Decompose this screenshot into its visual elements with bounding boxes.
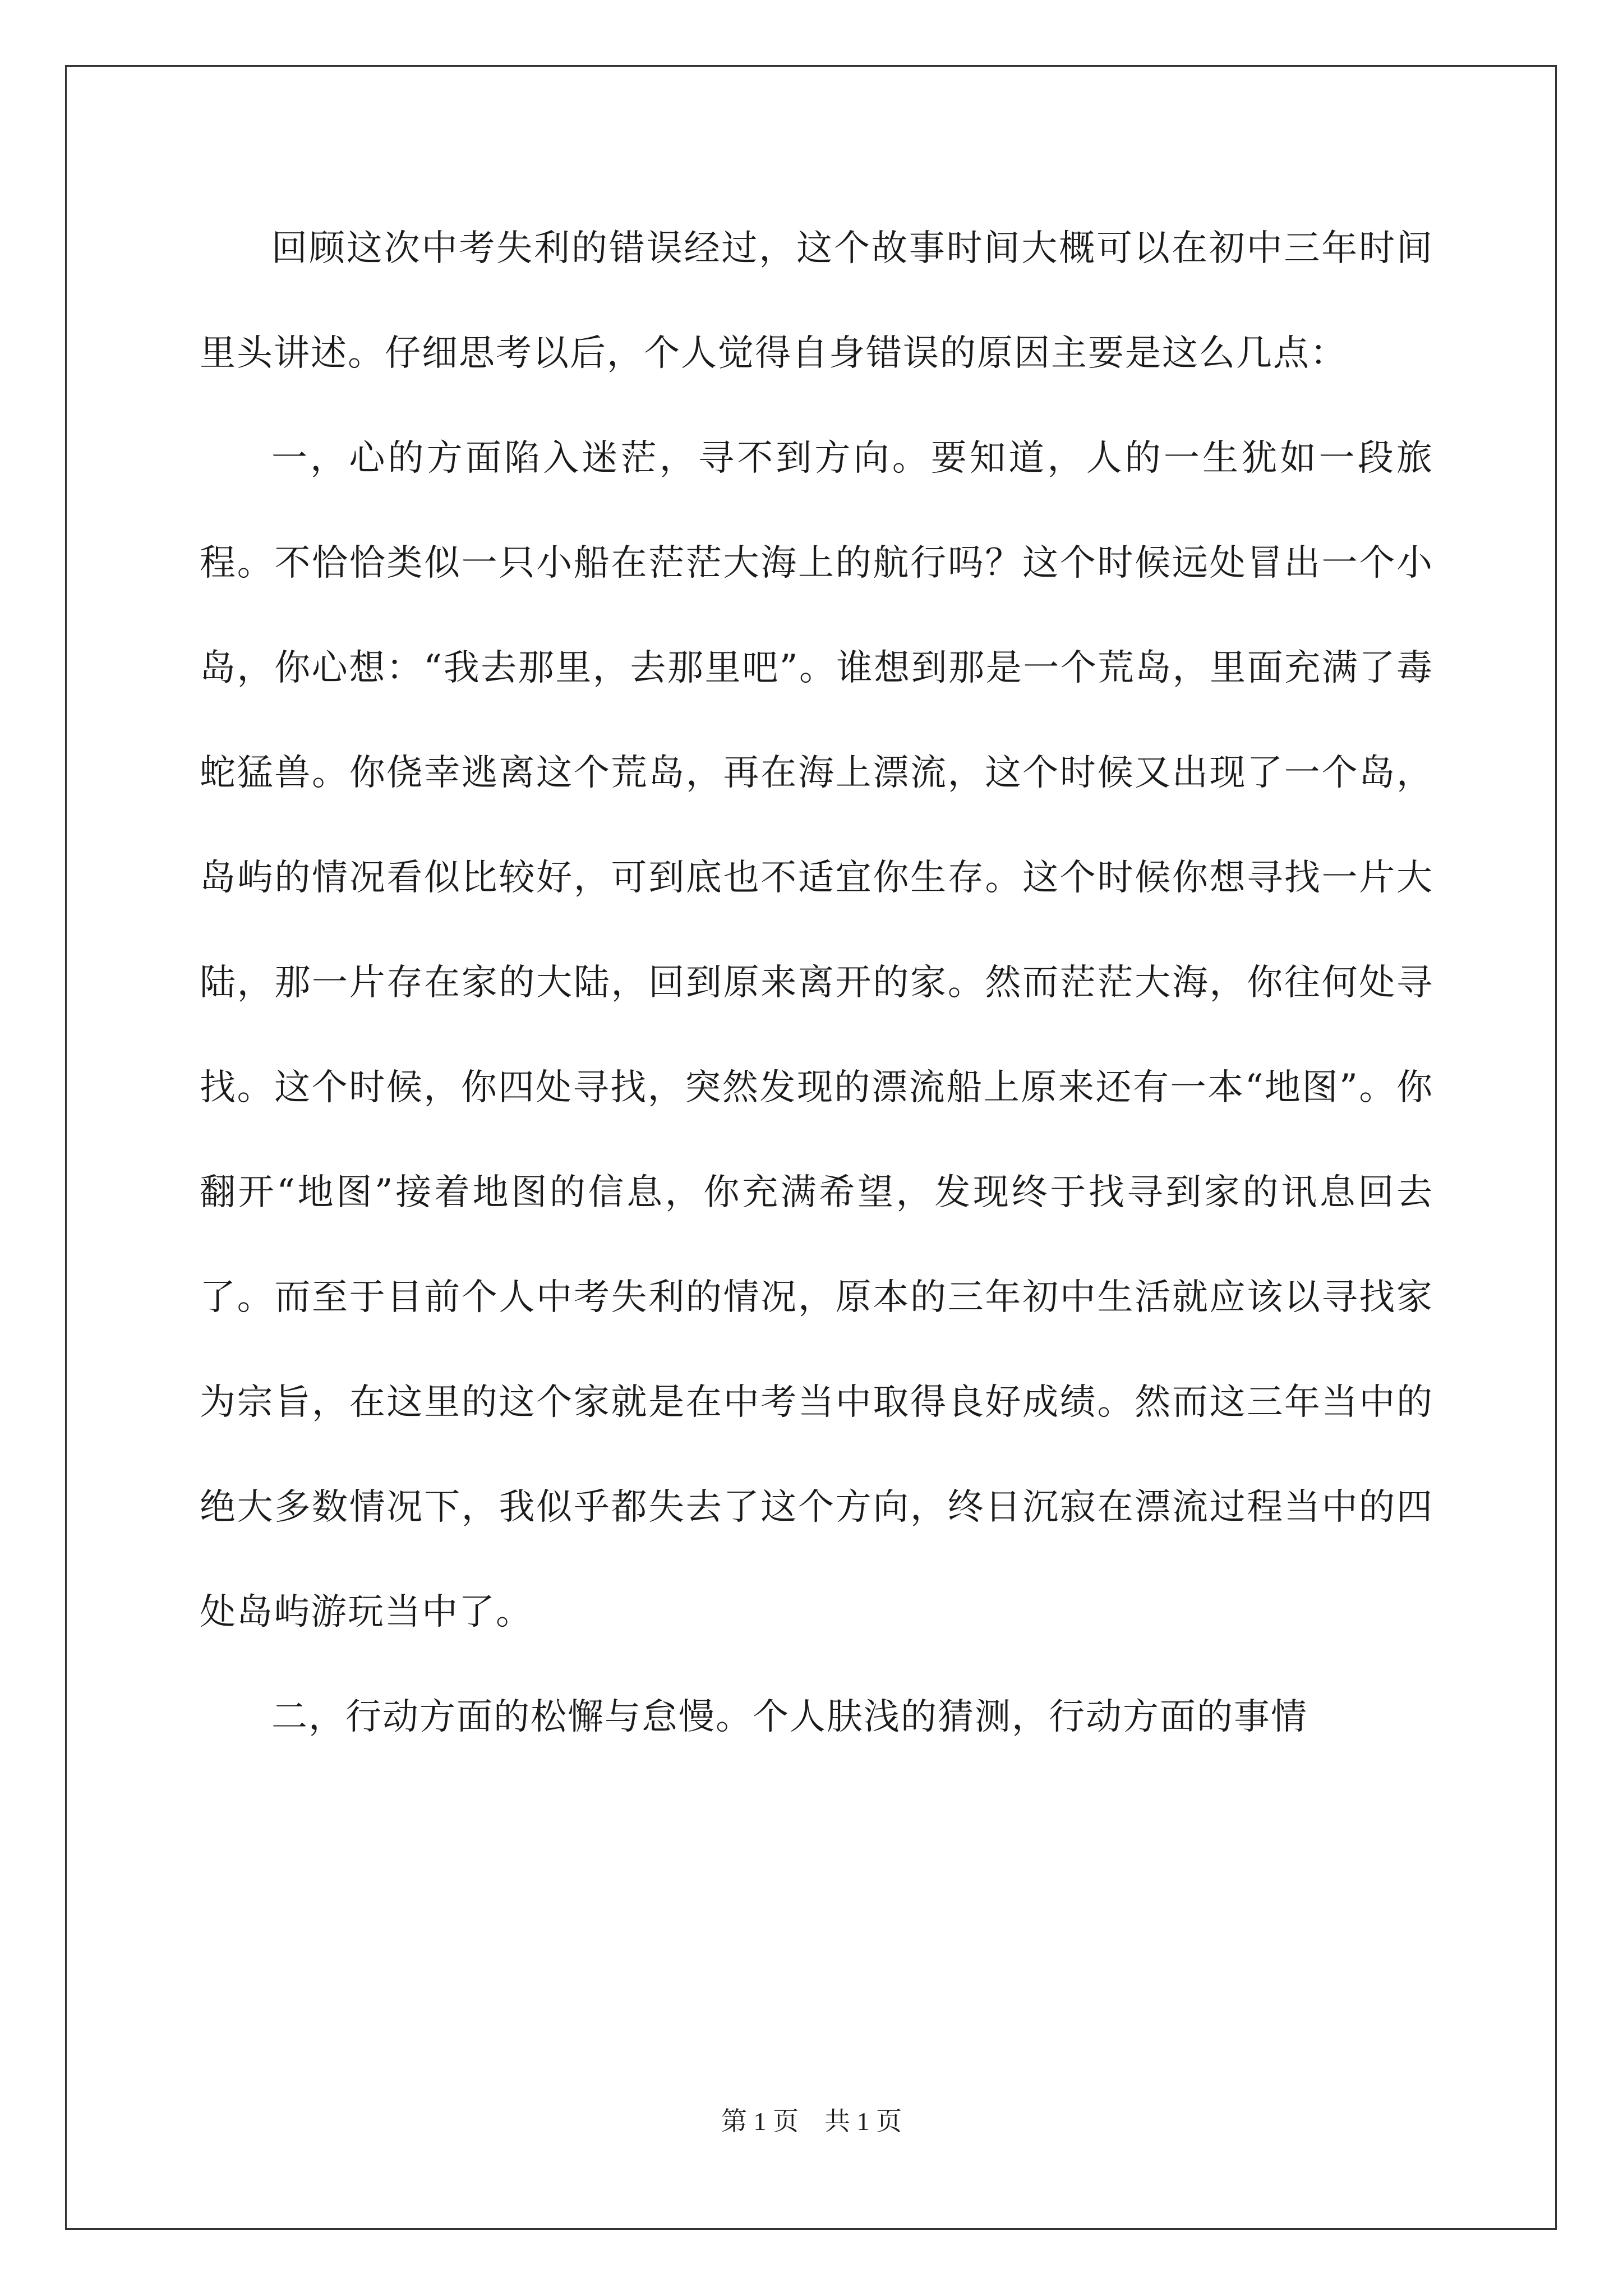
paragraph-point-one: 一，心的方面陷入迷茫，寻不到方向。要知道，人的一生犹如一段旅程。不恰恰类似一只小船在茫茫大海上的航行吗？这个时候远处冒出一个小岛，你心想：“我去那里，去那里吧”。谁想到那是一个荒岛，里面充满了毒蛇猛兽。你侥幸逃离这个荒岛，再在海上漂流，这个时候又出现了一个岛，岛屿的情况看似比较好，可到底也不适宜你生存。这个时候你想寻找一片大陆，那一片存在家的大陆，回到原来离开的家。然而茫茫大海，你往何处寻找。这个时候，你四处寻找，突然发现的漂流船上原来还有一本“地图”。你翻开“地图”接着地图的信息，你充满希望，发现终于找寻到家的讯息回去了。而至于目前个人中考失利的情况，原本的三年初中生活就应该以寻找家为宗旨，在这里的这个家就是在中考当中取得良好成绩。然而这三年当中的绝大多数情况下，我似乎都失去了这个方向，终日沉寂在漂流过程当中的四处岛屿游玩当中了。 xyxy=(200,438,1433,1633)
paragraph-intro: 回顾这次中考失利的错误经过，这个故事时间大概可以在初中三年时间里头讲述。仔细思考以后，个人觉得自身错误的原因主要是这么几点： xyxy=(200,228,1433,374)
document-body xyxy=(200,196,1433,1770)
paragraph-point-two: 二，行动方面的松懈与怠慢。个人肤浅的猜测，行动方面的事情 xyxy=(271,1696,1308,1738)
page-footer: 第 1 页 共 1 页 xyxy=(721,2107,902,2136)
